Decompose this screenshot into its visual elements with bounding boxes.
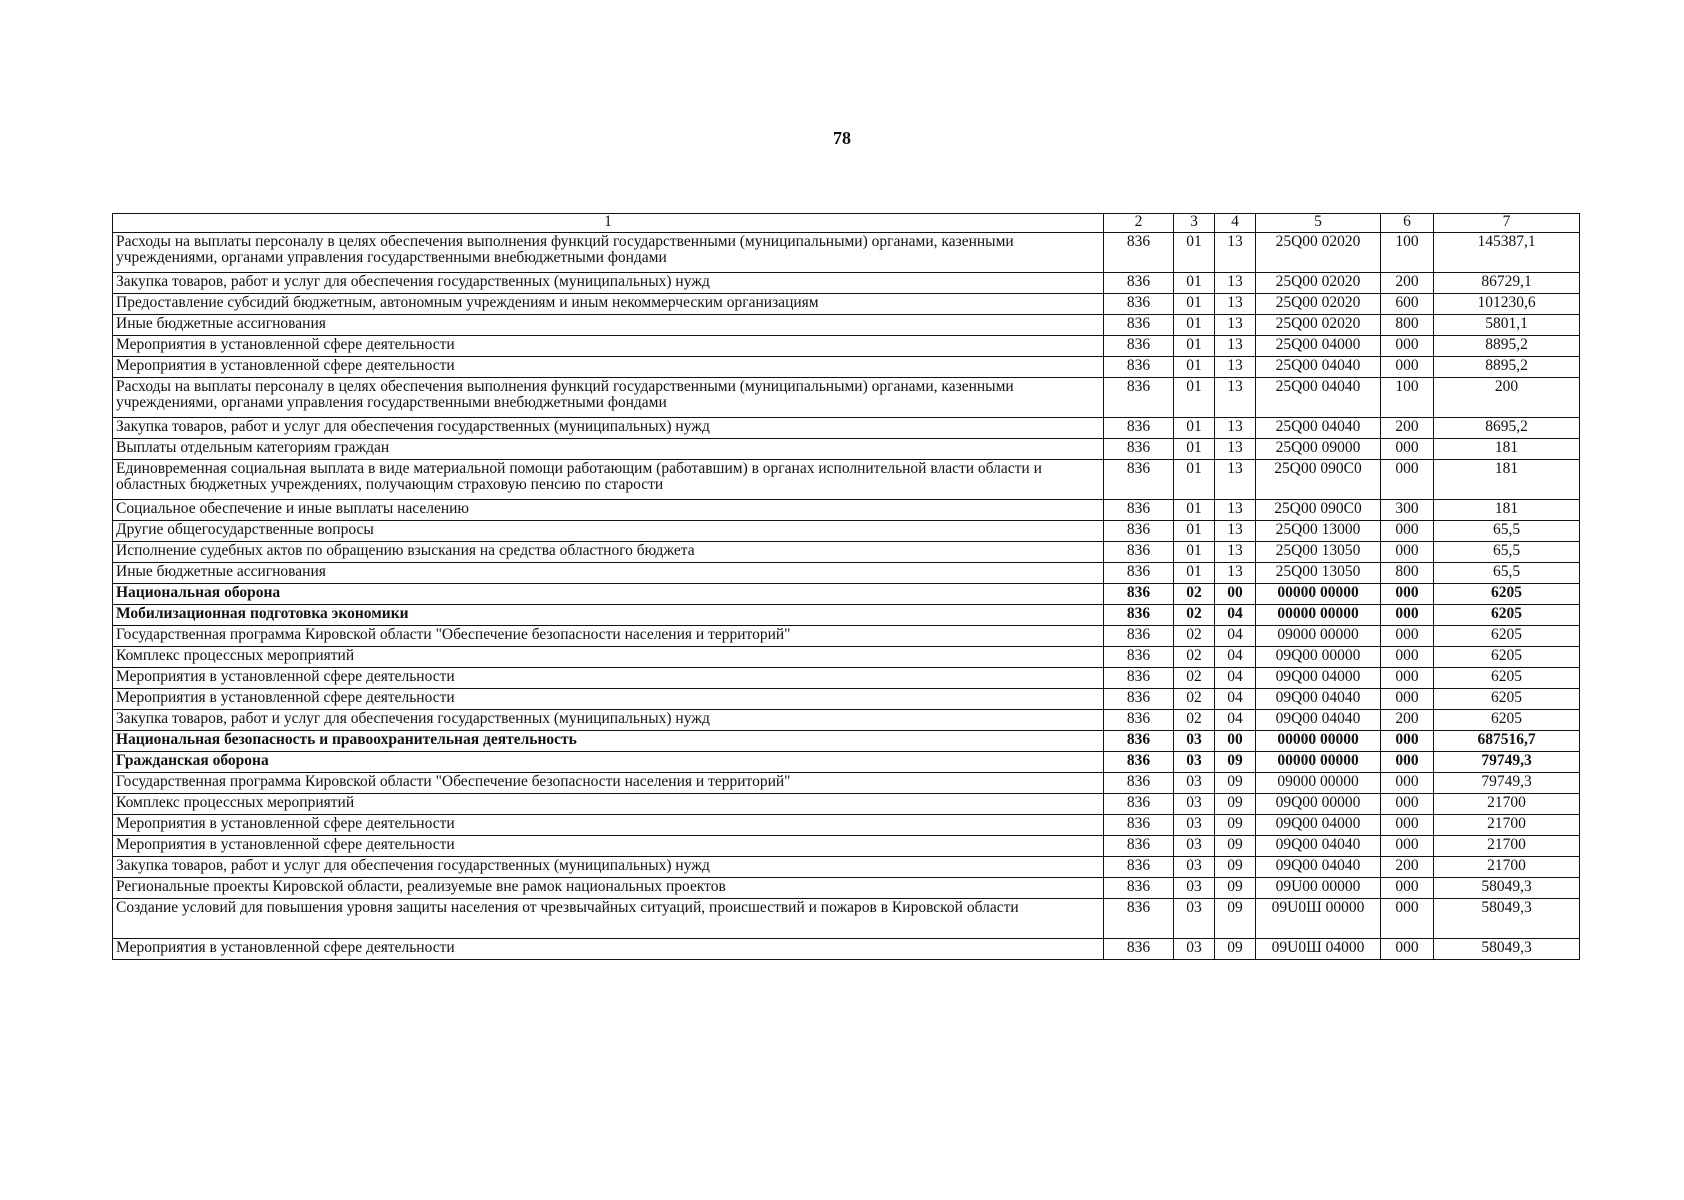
row-code-5: 09000 00000 [1256, 773, 1381, 794]
row-code-4: 09 [1215, 878, 1256, 899]
row-code-3: 01 [1174, 357, 1215, 378]
row-code-5: 25Q00 090C0 [1256, 500, 1381, 521]
row-code-5: 09U00 00000 [1256, 878, 1381, 899]
row-code-6: 200 [1381, 857, 1434, 878]
table-row [113, 273, 1580, 294]
row-code-4: 00 [1215, 584, 1256, 605]
row-code-4: 04 [1215, 626, 1256, 647]
row-amount: 58049,3 [1434, 899, 1580, 939]
row-code-5: 09Q00 04000 [1256, 815, 1381, 836]
row-code-6: 000 [1381, 752, 1434, 773]
row-name: Комплекс процессных мероприятий [113, 794, 1104, 815]
row-name: Мероприятия в установленной сфере деятельности [113, 836, 1104, 857]
row-code-4: 13 [1215, 294, 1256, 315]
row-code-5: 00000 00000 [1256, 752, 1381, 773]
column-header: 1 [113, 214, 1104, 233]
row-code-4: 13 [1215, 500, 1256, 521]
table-row [113, 357, 1580, 378]
row-code-4: 09 [1215, 773, 1256, 794]
row-name: Закупка товаров, работ и услуг для обеспечения государственных (муниципальных) нужд [113, 710, 1104, 731]
row-code-2: 836 [1104, 647, 1174, 668]
row-code-3: 01 [1174, 294, 1215, 315]
row-amount: 6205 [1434, 668, 1580, 689]
table-row [113, 521, 1580, 542]
row-name: Государственная программа Кировской области "Обеспечение безопасности населения и территорий" [113, 626, 1104, 647]
row-code-3: 01 [1174, 315, 1215, 336]
row-code-5: 25Q00 02020 [1256, 273, 1381, 294]
row-code-5: 25Q00 04040 [1256, 357, 1381, 378]
row-code-3: 01 [1174, 500, 1215, 521]
row-code-4: 09 [1215, 794, 1256, 815]
row-code-3: 01 [1174, 233, 1215, 273]
row-code-3: 01 [1174, 273, 1215, 294]
row-name: Мероприятия в установленной сфере деятельности [113, 815, 1104, 836]
row-code-2: 836 [1104, 689, 1174, 710]
row-code-4: 09 [1215, 752, 1256, 773]
row-code-2: 836 [1104, 500, 1174, 521]
table-row [113, 689, 1580, 710]
row-code-2: 836 [1104, 605, 1174, 626]
row-amount: 65,5 [1434, 521, 1580, 542]
row-code-4: 04 [1215, 647, 1256, 668]
row-name: Иные бюджетные ассигнования [113, 315, 1104, 336]
row-name: Единовременная социальная выплата в виде материальной помощи работающим (работавшим) в органах исполнительной власти области и областных бюджетных учреждениях, получающим страховую пенсию по старости [113, 460, 1104, 500]
table-row [113, 878, 1580, 899]
row-code-2: 836 [1104, 521, 1174, 542]
row-code-2: 836 [1104, 794, 1174, 815]
row-amount: 8695,2 [1434, 418, 1580, 439]
row-code-3: 03 [1174, 752, 1215, 773]
row-code-5: 09000 00000 [1256, 626, 1381, 647]
row-code-6: 000 [1381, 357, 1434, 378]
row-amount: 21700 [1434, 794, 1580, 815]
row-name: Предоставление субсидий бюджетным, автономным учреждениям и иным некоммерческим организациям [113, 294, 1104, 315]
row-name: Другие общегосударственные вопросы [113, 521, 1104, 542]
row-code-2: 836 [1104, 233, 1174, 273]
row-code-6: 000 [1381, 878, 1434, 899]
row-code-4: 13 [1215, 357, 1256, 378]
row-code-5: 09Q00 04040 [1256, 689, 1381, 710]
row-amount: 6205 [1434, 710, 1580, 731]
page-number: 78 [833, 128, 851, 148]
row-code-5: 09Q00 04000 [1256, 668, 1381, 689]
row-amount: 6205 [1434, 626, 1580, 647]
row-code-2: 836 [1104, 773, 1174, 794]
table-row [113, 542, 1580, 563]
row-code-6: 000 [1381, 584, 1434, 605]
table-row [113, 605, 1580, 626]
row-code-5: 25Q00 09000 [1256, 439, 1381, 460]
row-code-5: 25Q00 13050 [1256, 563, 1381, 584]
row-code-2: 836 [1104, 315, 1174, 336]
row-code-6: 800 [1381, 563, 1434, 584]
row-amount: 200 [1434, 378, 1580, 418]
row-code-3: 03 [1174, 899, 1215, 939]
row-code-5: 25Q00 02020 [1256, 233, 1381, 273]
row-name: Мероприятия в установленной сфере деятельности [113, 939, 1104, 960]
row-code-2: 836 [1104, 584, 1174, 605]
row-name: Национальная оборона [113, 584, 1104, 605]
table-row [113, 418, 1580, 439]
column-header: 7 [1434, 214, 1580, 233]
row-code-6: 000 [1381, 668, 1434, 689]
column-header: 2 [1104, 214, 1174, 233]
row-code-3: 01 [1174, 460, 1215, 500]
row-code-6: 300 [1381, 500, 1434, 521]
row-name: Иные бюджетные ассигнования [113, 563, 1104, 584]
row-amount: 21700 [1434, 857, 1580, 878]
row-code-2: 836 [1104, 336, 1174, 357]
row-name: Выплаты отдельным категориям граждан [113, 439, 1104, 460]
row-code-6: 000 [1381, 439, 1434, 460]
row-amount: 21700 [1434, 836, 1580, 857]
row-code-2: 836 [1104, 294, 1174, 315]
row-code-3: 02 [1174, 668, 1215, 689]
row-code-5: 09U0Ш 04000 [1256, 939, 1381, 960]
row-code-4: 09 [1215, 857, 1256, 878]
row-amount: 58049,3 [1434, 878, 1580, 899]
row-code-5: 09Q00 00000 [1256, 794, 1381, 815]
table-row [113, 899, 1580, 939]
row-code-4: 04 [1215, 710, 1256, 731]
row-amount: 21700 [1434, 815, 1580, 836]
row-code-5: 09Q00 00000 [1256, 647, 1381, 668]
row-amount: 181 [1434, 460, 1580, 500]
row-code-6: 000 [1381, 460, 1434, 500]
table-row [113, 647, 1580, 668]
row-code-6: 000 [1381, 815, 1434, 836]
column-header: 6 [1381, 214, 1434, 233]
row-code-3: 03 [1174, 836, 1215, 857]
row-amount: 145387,1 [1434, 233, 1580, 273]
row-code-3: 01 [1174, 542, 1215, 563]
row-amount: 6205 [1434, 689, 1580, 710]
row-name: Создание условий для повышения уровня защиты населения от чрезвычайных ситуаций, происшествий и пожаров в Кировской области [113, 899, 1104, 939]
row-code-3: 02 [1174, 689, 1215, 710]
row-amount: 86729,1 [1434, 273, 1580, 294]
row-code-4: 13 [1215, 233, 1256, 273]
table-row [113, 584, 1580, 605]
row-code-4: 13 [1215, 542, 1256, 563]
row-code-5: 25Q00 02020 [1256, 315, 1381, 336]
header-row [113, 214, 1580, 233]
row-code-2: 836 [1104, 857, 1174, 878]
row-code-4: 13 [1215, 315, 1256, 336]
row-code-4: 13 [1215, 521, 1256, 542]
row-code-6: 000 [1381, 899, 1434, 939]
row-name: Расходы на выплаты персоналу в целях обеспечения выполнения функций государственными (муниципальными) органами, казенными учреждениями, органами управления государственными внебюджетными фондами [113, 378, 1104, 418]
row-code-6: 000 [1381, 939, 1434, 960]
row-amount: 79749,3 [1434, 773, 1580, 794]
row-code-4: 09 [1215, 939, 1256, 960]
row-code-3: 01 [1174, 378, 1215, 418]
table-row [113, 836, 1580, 857]
table-row [113, 857, 1580, 878]
row-amount: 6205 [1434, 647, 1580, 668]
row-name: Закупка товаров, работ и услуг для обеспечения государственных (муниципальных) нужд [113, 418, 1104, 439]
row-code-6: 000 [1381, 731, 1434, 752]
row-name: Расходы на выплаты персоналу в целях обеспечения выполнения функций государственными (муниципальными) органами, казенными учреждениями, органами управления государственными внебюджетными фондами [113, 233, 1104, 273]
row-code-4: 13 [1215, 378, 1256, 418]
row-amount: 8895,2 [1434, 336, 1580, 357]
row-code-3: 01 [1174, 418, 1215, 439]
row-code-6: 000 [1381, 542, 1434, 563]
row-code-6: 800 [1381, 315, 1434, 336]
row-amount: 79749,3 [1434, 752, 1580, 773]
row-code-5: 09Q00 04040 [1256, 836, 1381, 857]
row-code-2: 836 [1104, 836, 1174, 857]
column-header: 3 [1174, 214, 1215, 233]
row-code-5: 00000 00000 [1256, 605, 1381, 626]
row-name: Мероприятия в установленной сфере деятельности [113, 336, 1104, 357]
row-code-4: 13 [1215, 273, 1256, 294]
row-code-2: 836 [1104, 563, 1174, 584]
row-code-3: 03 [1174, 794, 1215, 815]
row-code-4: 13 [1215, 563, 1256, 584]
row-code-6: 000 [1381, 605, 1434, 626]
row-code-4: 04 [1215, 605, 1256, 626]
row-code-5: 25Q00 13000 [1256, 521, 1381, 542]
row-code-2: 836 [1104, 357, 1174, 378]
row-code-4: 13 [1215, 439, 1256, 460]
row-amount: 8895,2 [1434, 357, 1580, 378]
row-code-5: 25Q00 04040 [1256, 418, 1381, 439]
table-row [113, 563, 1580, 584]
row-code-5: 25Q00 090C0 [1256, 460, 1381, 500]
row-code-3: 01 [1174, 521, 1215, 542]
row-name: Гражданская оборона [113, 752, 1104, 773]
row-code-4: 09 [1215, 815, 1256, 836]
row-name: Закупка товаров, работ и услуг для обеспечения государственных (муниципальных) нужд [113, 273, 1104, 294]
budget-table [112, 213, 1580, 960]
row-code-6: 000 [1381, 626, 1434, 647]
row-code-3: 02 [1174, 710, 1215, 731]
row-code-5: 00000 00000 [1256, 584, 1381, 605]
row-code-3: 03 [1174, 939, 1215, 960]
row-code-4: 04 [1215, 689, 1256, 710]
table-row [113, 378, 1580, 418]
row-code-3: 02 [1174, 647, 1215, 668]
row-code-4: 09 [1215, 899, 1256, 939]
row-code-4: 00 [1215, 731, 1256, 752]
table-row [113, 773, 1580, 794]
row-code-6: 100 [1381, 378, 1434, 418]
row-code-2: 836 [1104, 542, 1174, 563]
table-row [113, 460, 1580, 500]
row-amount: 181 [1434, 500, 1580, 521]
row-code-4: 04 [1215, 668, 1256, 689]
row-code-6: 000 [1381, 836, 1434, 857]
table-row [113, 233, 1580, 273]
row-code-4: 13 [1215, 336, 1256, 357]
column-header: 5 [1256, 214, 1381, 233]
row-code-2: 836 [1104, 626, 1174, 647]
row-code-3: 01 [1174, 439, 1215, 460]
row-name: Государственная программа Кировской области "Обеспечение безопасности населения и территорий" [113, 773, 1104, 794]
row-code-2: 836 [1104, 939, 1174, 960]
row-code-2: 836 [1104, 418, 1174, 439]
row-code-6: 200 [1381, 710, 1434, 731]
row-name: Мобилизационная подготовка экономики [113, 605, 1104, 626]
row-code-4: 13 [1215, 418, 1256, 439]
table-row [113, 626, 1580, 647]
row-code-6: 000 [1381, 647, 1434, 668]
row-code-2: 836 [1104, 731, 1174, 752]
row-amount: 65,5 [1434, 542, 1580, 563]
table-row [113, 439, 1580, 460]
table-row [113, 815, 1580, 836]
row-name: Региональные проекты Кировской области, реализуемые вне рамок национальных проектов [113, 878, 1104, 899]
row-code-2: 836 [1104, 273, 1174, 294]
table-row [113, 939, 1580, 960]
row-code-2: 836 [1104, 439, 1174, 460]
row-code-2: 836 [1104, 378, 1174, 418]
row-name: Социальное обеспечение и иные выплаты населению [113, 500, 1104, 521]
table-row [113, 731, 1580, 752]
row-code-6: 000 [1381, 773, 1434, 794]
row-code-5: 25Q00 13050 [1256, 542, 1381, 563]
row-code-6: 200 [1381, 418, 1434, 439]
row-code-6: 200 [1381, 273, 1434, 294]
row-code-2: 836 [1104, 878, 1174, 899]
row-code-5: 09Q00 04040 [1256, 857, 1381, 878]
row-name: Закупка товаров, работ и услуг для обеспечения государственных (муниципальных) нужд [113, 857, 1104, 878]
row-code-6: 600 [1381, 294, 1434, 315]
row-name: Мероприятия в установленной сфере деятельности [113, 689, 1104, 710]
row-code-2: 836 [1104, 752, 1174, 773]
column-header: 4 [1215, 214, 1256, 233]
row-name: Исполнение судебных актов по обращению взыскания на средства областного бюджета [113, 542, 1104, 563]
table-body [113, 233, 1580, 960]
table-row [113, 500, 1580, 521]
row-code-6: 000 [1381, 689, 1434, 710]
row-code-3: 03 [1174, 731, 1215, 752]
row-code-5: 25Q00 02020 [1256, 294, 1381, 315]
row-amount: 58049,3 [1434, 939, 1580, 960]
table-row [113, 752, 1580, 773]
row-code-6: 000 [1381, 521, 1434, 542]
row-name: Национальная безопасность и правоохранительная деятельность [113, 731, 1104, 752]
table-row [113, 668, 1580, 689]
row-code-3: 01 [1174, 336, 1215, 357]
table-row [113, 294, 1580, 315]
row-code-2: 836 [1104, 899, 1174, 939]
table-row [113, 315, 1580, 336]
row-amount: 6205 [1434, 605, 1580, 626]
row-code-3: 02 [1174, 605, 1215, 626]
row-name: Мероприятия в установленной сфере деятельности [113, 357, 1104, 378]
row-code-6: 000 [1381, 794, 1434, 815]
row-code-2: 836 [1104, 668, 1174, 689]
row-code-5: 09Q00 04040 [1256, 710, 1381, 731]
row-code-2: 836 [1104, 815, 1174, 836]
row-amount: 101230,6 [1434, 294, 1580, 315]
row-code-3: 01 [1174, 563, 1215, 584]
row-code-2: 836 [1104, 710, 1174, 731]
row-code-4: 13 [1215, 460, 1256, 500]
row-code-5: 09U0Ш 00000 [1256, 899, 1381, 939]
row-code-5: 00000 00000 [1256, 731, 1381, 752]
row-code-3: 02 [1174, 626, 1215, 647]
row-code-6: 100 [1381, 233, 1434, 273]
row-amount: 6205 [1434, 584, 1580, 605]
table-row [113, 710, 1580, 731]
row-code-6: 000 [1381, 336, 1434, 357]
row-code-3: 03 [1174, 815, 1215, 836]
row-code-3: 02 [1174, 584, 1215, 605]
row-code-3: 03 [1174, 773, 1215, 794]
row-code-2: 836 [1104, 460, 1174, 500]
row-amount: 65,5 [1434, 563, 1580, 584]
row-amount: 181 [1434, 439, 1580, 460]
row-code-4: 09 [1215, 836, 1256, 857]
row-amount: 687516,7 [1434, 731, 1580, 752]
row-code-5: 25Q00 04040 [1256, 378, 1381, 418]
row-name: Комплекс процессных мероприятий [113, 647, 1104, 668]
row-amount: 5801,1 [1434, 315, 1580, 336]
table-row [113, 794, 1580, 815]
table-row [113, 336, 1580, 357]
row-code-5: 25Q00 04000 [1256, 336, 1381, 357]
row-code-3: 03 [1174, 857, 1215, 878]
row-name: Мероприятия в установленной сфере деятельности [113, 668, 1104, 689]
row-code-3: 03 [1174, 878, 1215, 899]
